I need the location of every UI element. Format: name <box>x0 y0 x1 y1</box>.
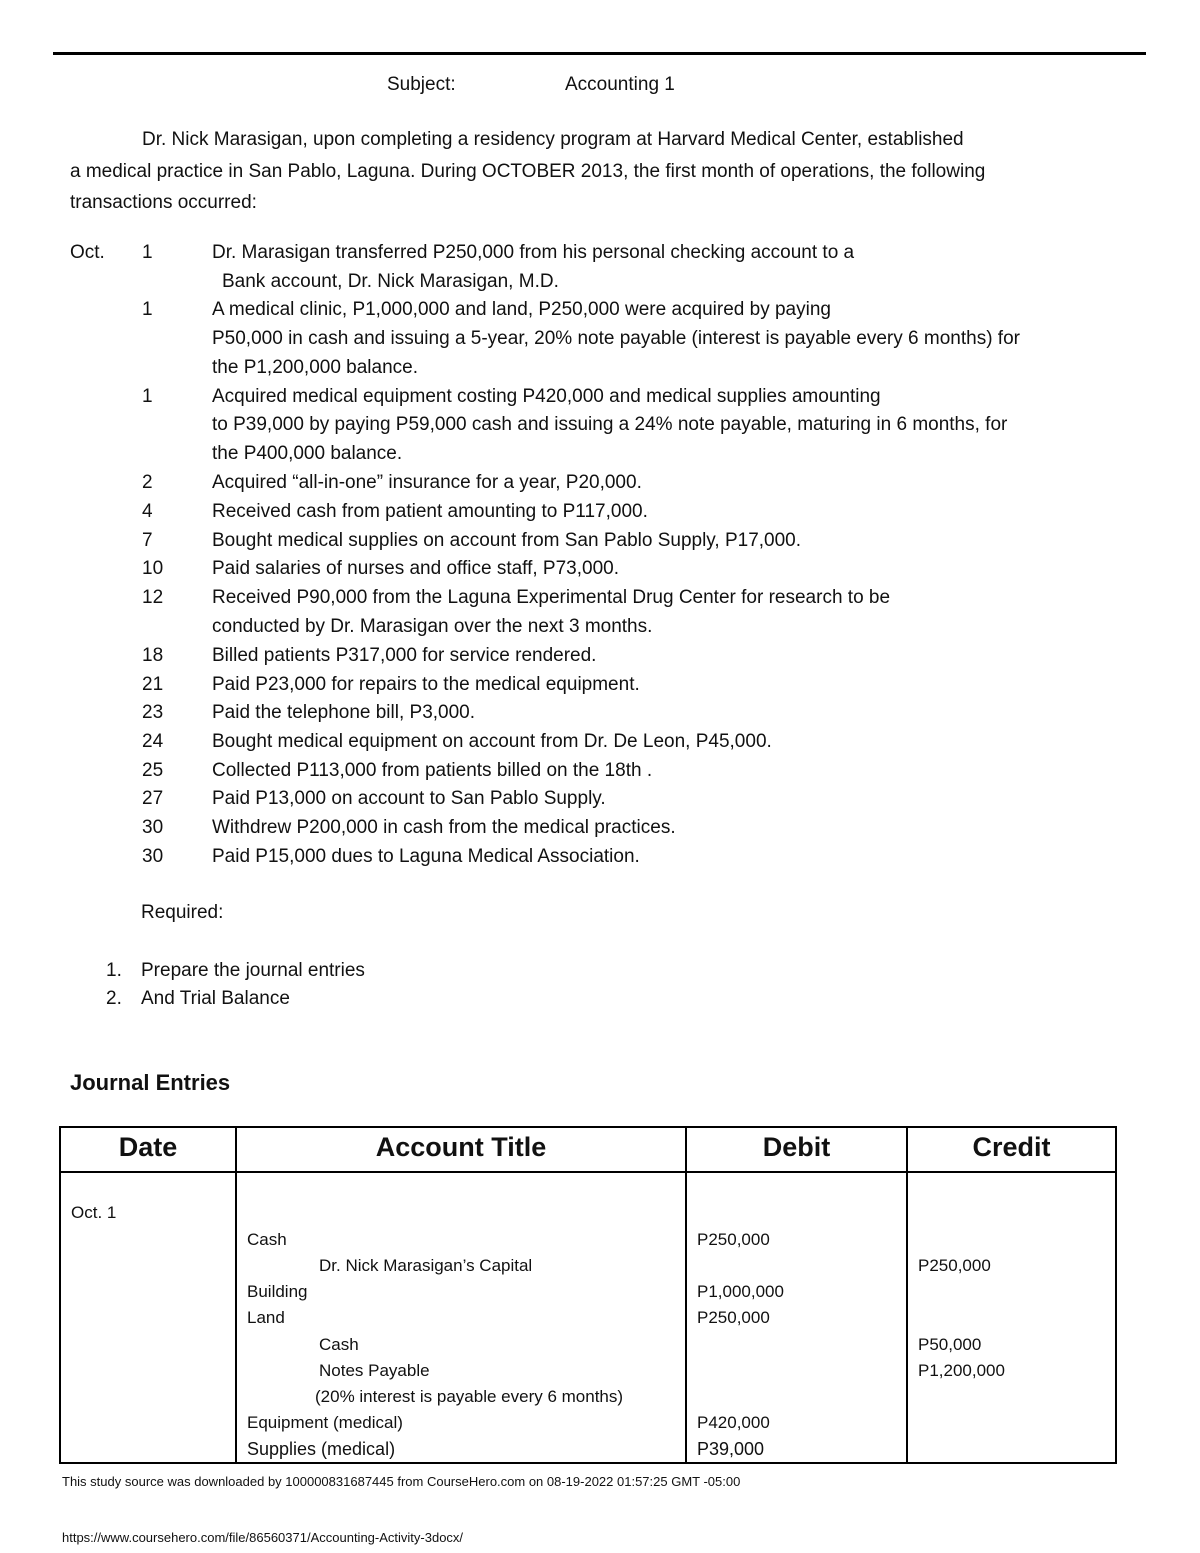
transaction-day: 25 <box>142 760 164 781</box>
transaction-desc: Collected P113,000 from patients billed on the 18th . <box>212 760 653 781</box>
intro-line: Dr. Nick Marasigan, upon completing a residency program at Harvard Medical Center, established <box>142 129 964 150</box>
required-item-number: 2. <box>106 988 122 1009</box>
account-cell: Dr. Nick Marasigan’s Capital <box>319 1256 533 1275</box>
debit-cell: P250,000 <box>697 1308 770 1327</box>
transaction-day: 30 <box>142 846 164 867</box>
transaction-desc: Paid the telephone bill, P3,000. <box>212 702 476 723</box>
transaction-day: 1 <box>142 386 153 407</box>
journal-title: Journal Entries <box>70 1070 231 1095</box>
transaction-day: 10 <box>142 558 164 579</box>
credit-cell: P50,000 <box>918 1335 982 1354</box>
transaction-desc: Bought medical equipment on account from Dr. De Leon, P45,000. <box>212 731 772 752</box>
debit-cell: P39,000 <box>697 1439 765 1459</box>
header-divider <box>61 1171 1115 1173</box>
required-item-number: 1. <box>106 960 122 981</box>
credit-cell: P1,200,000 <box>918 1361 1005 1380</box>
subject-label: Subject: <box>387 74 456 95</box>
account-cell: Notes Payable <box>319 1361 430 1380</box>
column-header-account: Account Title <box>375 1132 547 1162</box>
transaction-desc: Paid P23,000 for repairs to the medical equipment. <box>212 674 640 695</box>
transaction-desc: P50,000 in cash and issuing a 5-year, 20% note payable (interest is payable every 6 months) for <box>212 328 1020 349</box>
transaction-desc: the P400,000 balance. <box>212 443 403 464</box>
transaction-desc: Paid P13,000 on account to San Pablo Supply. <box>212 788 606 809</box>
intro-paragraph <box>70 124 1130 219</box>
transaction-desc: Bank account, Dr. Nick Marasigan, M.D. <box>222 271 559 292</box>
column-header-credit: Credit <box>972 1132 1051 1162</box>
transaction-day: 23 <box>142 702 164 723</box>
account-cell: (20% interest is payable every 6 months) <box>315 1387 624 1406</box>
column-divider <box>906 1128 908 1462</box>
transaction-desc: conducted by Dr. Marasigan over the next 3 months. <box>212 616 653 637</box>
transaction-desc: Paid P15,000 dues to Laguna Medical Association. <box>212 846 640 867</box>
transaction-desc: A medical clinic, P1,000,000 and land, P250,000 were acquired by paying <box>212 299 831 320</box>
column-header-debit: Debit <box>762 1132 831 1162</box>
account-cell: Equipment (medical) <box>247 1413 403 1432</box>
transaction-day: 12 <box>142 587 164 608</box>
transaction-desc: Acquired “all-in-one” insurance for a year, P20,000. <box>212 472 642 493</box>
account-cell: Cash <box>247 1230 287 1249</box>
transaction-desc: Bought medical supplies on account from San Pablo Supply, P17,000. <box>212 530 802 551</box>
account-cell: Building <box>247 1282 308 1301</box>
transaction-desc: Received cash from patient amounting to P117,000. <box>212 501 648 522</box>
transaction-desc: Dr. Marasigan transferred P250,000 from his personal checking account to a <box>212 242 855 263</box>
download-note: This study source was downloaded by 100000831687445 from CourseHero.com on 08-19-2022 01:57:25 GMT -05:00 <box>62 1474 741 1489</box>
transaction-day: 30 <box>142 817 164 838</box>
transaction-day: 7 <box>142 530 153 551</box>
intro-line: a medical practice in San Pablo, Laguna. During OCTOBER 2013, the first month of operations, the following <box>70 160 986 182</box>
column-header-date: Date <box>118 1132 178 1162</box>
transaction-day: 18 <box>142 645 164 666</box>
column-divider <box>685 1128 687 1462</box>
debit-cell: P250,000 <box>697 1230 770 1249</box>
required-item-text: And Trial Balance <box>141 988 290 1009</box>
transaction-desc: Withdrew P200,000 in cash from the medical practices. <box>212 817 676 838</box>
source-url[interactable]: https://www.coursehero.com/file/86560371/Accounting-Activity-3docx/ <box>62 1530 464 1545</box>
transaction-day: 1 <box>142 299 153 320</box>
required-label: Required: <box>141 902 224 923</box>
account-cell: Supplies (medical) <box>247 1439 396 1459</box>
date-cell: Oct. 1 <box>71 1203 117 1222</box>
transaction-desc: to P39,000 by paying P59,000 cash and issuing a 24% note payable, maturing in 6 months, for <box>212 414 1008 435</box>
transaction-desc: the P1,200,000 balance. <box>212 357 419 378</box>
subject-value: Accounting 1 <box>565 74 675 95</box>
transaction-desc: Acquired medical equipment costing P420,000 and medical supplies amounting <box>212 386 881 407</box>
debit-cell: P420,000 <box>697 1413 770 1432</box>
transaction-day: 27 <box>142 788 164 809</box>
credit-cell: P250,000 <box>918 1256 991 1275</box>
account-cell: Cash <box>319 1335 359 1354</box>
required-item-text: Prepare the journal entries <box>141 960 365 981</box>
debit-cell: P1,000,000 <box>697 1282 784 1301</box>
transaction-month: Oct. <box>70 242 105 263</box>
transaction-desc: Received P90,000 from the Laguna Experimental Drug Center for research to be <box>212 587 891 608</box>
transaction-day: 24 <box>142 731 164 752</box>
transaction-desc: Billed patients P317,000 for service rendered. <box>212 645 597 666</box>
transaction-day: 4 <box>142 501 153 522</box>
account-cell: Land <box>247 1308 285 1327</box>
column-divider <box>235 1128 237 1462</box>
transaction-day: 1 <box>142 242 153 263</box>
transaction-day: 2 <box>142 472 153 493</box>
transaction-day: 21 <box>142 674 164 695</box>
transaction-desc: Paid salaries of nurses and office staff, P73,000. <box>212 558 619 579</box>
journal-table <box>59 1126 1117 1464</box>
top-rule <box>53 52 1146 55</box>
intro-line: transactions occurred: <box>70 192 257 213</box>
